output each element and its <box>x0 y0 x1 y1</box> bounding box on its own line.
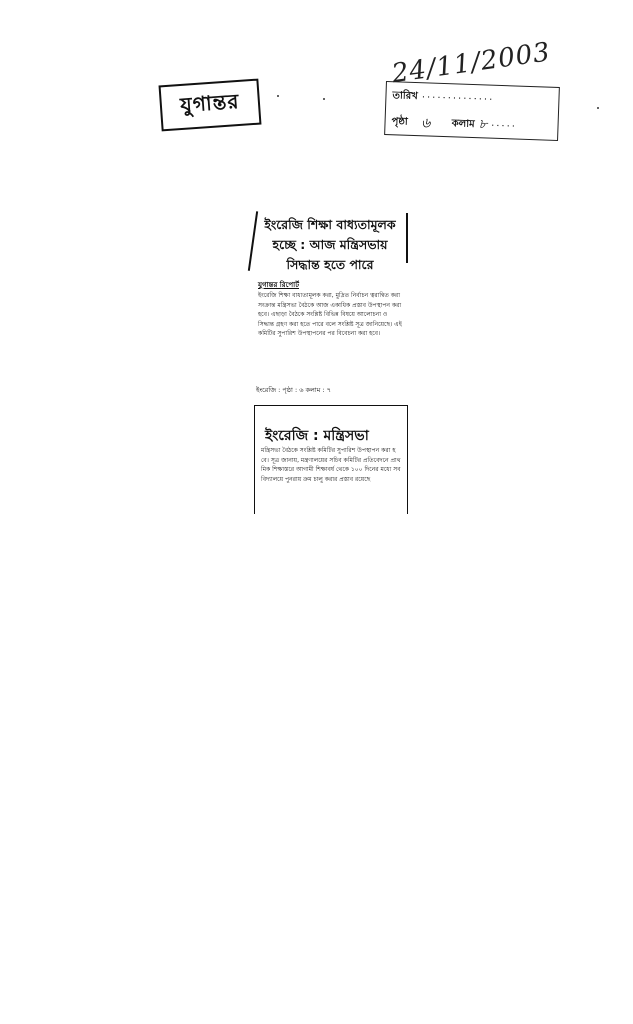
stamp-column-value: ৮ <box>478 116 488 133</box>
stamp-date-label: তারিখ <box>392 90 419 103</box>
stamp-column-label: কলাম <box>451 117 475 130</box>
date-page-stamp <box>384 81 560 141</box>
stamp-date-row <box>392 88 494 109</box>
scan-speck <box>323 98 325 100</box>
article-body: ইংরেজি শিক্ষা বাধ্যতামূলক করা, মুদ্রিত নির্বাচন ত্বরান্বিত করা সংক্রান্ত মন্ত্রিসভা বৈঠকে আজ একাধিক প্রস্তাব উপস্থাপন করা হবে। এছাড়া বৈঠকে সংশ্লিষ্ট বিভিন্ন বিষয়ে আলোচনা ও সিদ্ধান্ত গ্রহণ করা হতে পারে বলে সংশ্লিষ্ট সূত্র জানিয়েছে। এই কমিটির সুপারিশ উপস্থাপনের পর বিবেচনা করা হবে। <box>258 292 402 337</box>
newspaper-clipping <box>250 205 410 515</box>
scan-speck <box>277 95 279 97</box>
handwritten-date-text: 24/11/2003 <box>390 37 553 90</box>
headline-line: ইংরেজি শিক্ষা বাধ্যতামূলক <box>264 217 396 232</box>
article-main <box>250 205 410 400</box>
masthead-text: যুগান্তর <box>179 88 241 117</box>
scan-speck <box>597 107 599 109</box>
stamp-page-row <box>391 110 517 138</box>
article-byline: যুগান্তর রিপোর্ট <box>258 281 300 289</box>
continued-headline: ইংরেজি : মন্ত্রিসভা <box>265 428 369 444</box>
article-headline <box>256 215 404 275</box>
headline-line: হচ্ছে : আজ মন্ত্রিসভায় <box>272 237 388 252</box>
continued-body: মন্ত্রিসভা বৈঠকে সংশ্লিষ্ট কমিটির সুপারিশ উপস্থাপন করা হবে। সূত্র জানায়, মন্ত্রণালয়ের সচিব কমিটির প্রতিবেদনে প্রাথমিক শিক্ষাস্তরে আগামী শিক্ষাবর্ষ থেকে ১০০ দিনের মধ্যে সব বিদ্যালয়ে পুনরায় ক্রম চালু করার প্রস্তাব রয়েছে <box>261 447 401 483</box>
stamp-dotted-line: ·············· <box>421 92 495 106</box>
headline-line: সিদ্ধান্ত হতে পারে <box>286 257 374 272</box>
article-continued <box>254 405 408 514</box>
stamp-dotted-line-2: ····· <box>490 120 518 133</box>
stamp-page-label: পৃষ্ঠা <box>391 115 408 128</box>
article-continuation: ইংরেজি : পৃষ্ঠা : ৬ কলাম : ৭ <box>256 386 331 394</box>
newspaper-masthead-stamp <box>159 79 262 132</box>
stamp-page-value: ৬ <box>420 115 431 132</box>
clipping-edge <box>406 213 408 263</box>
